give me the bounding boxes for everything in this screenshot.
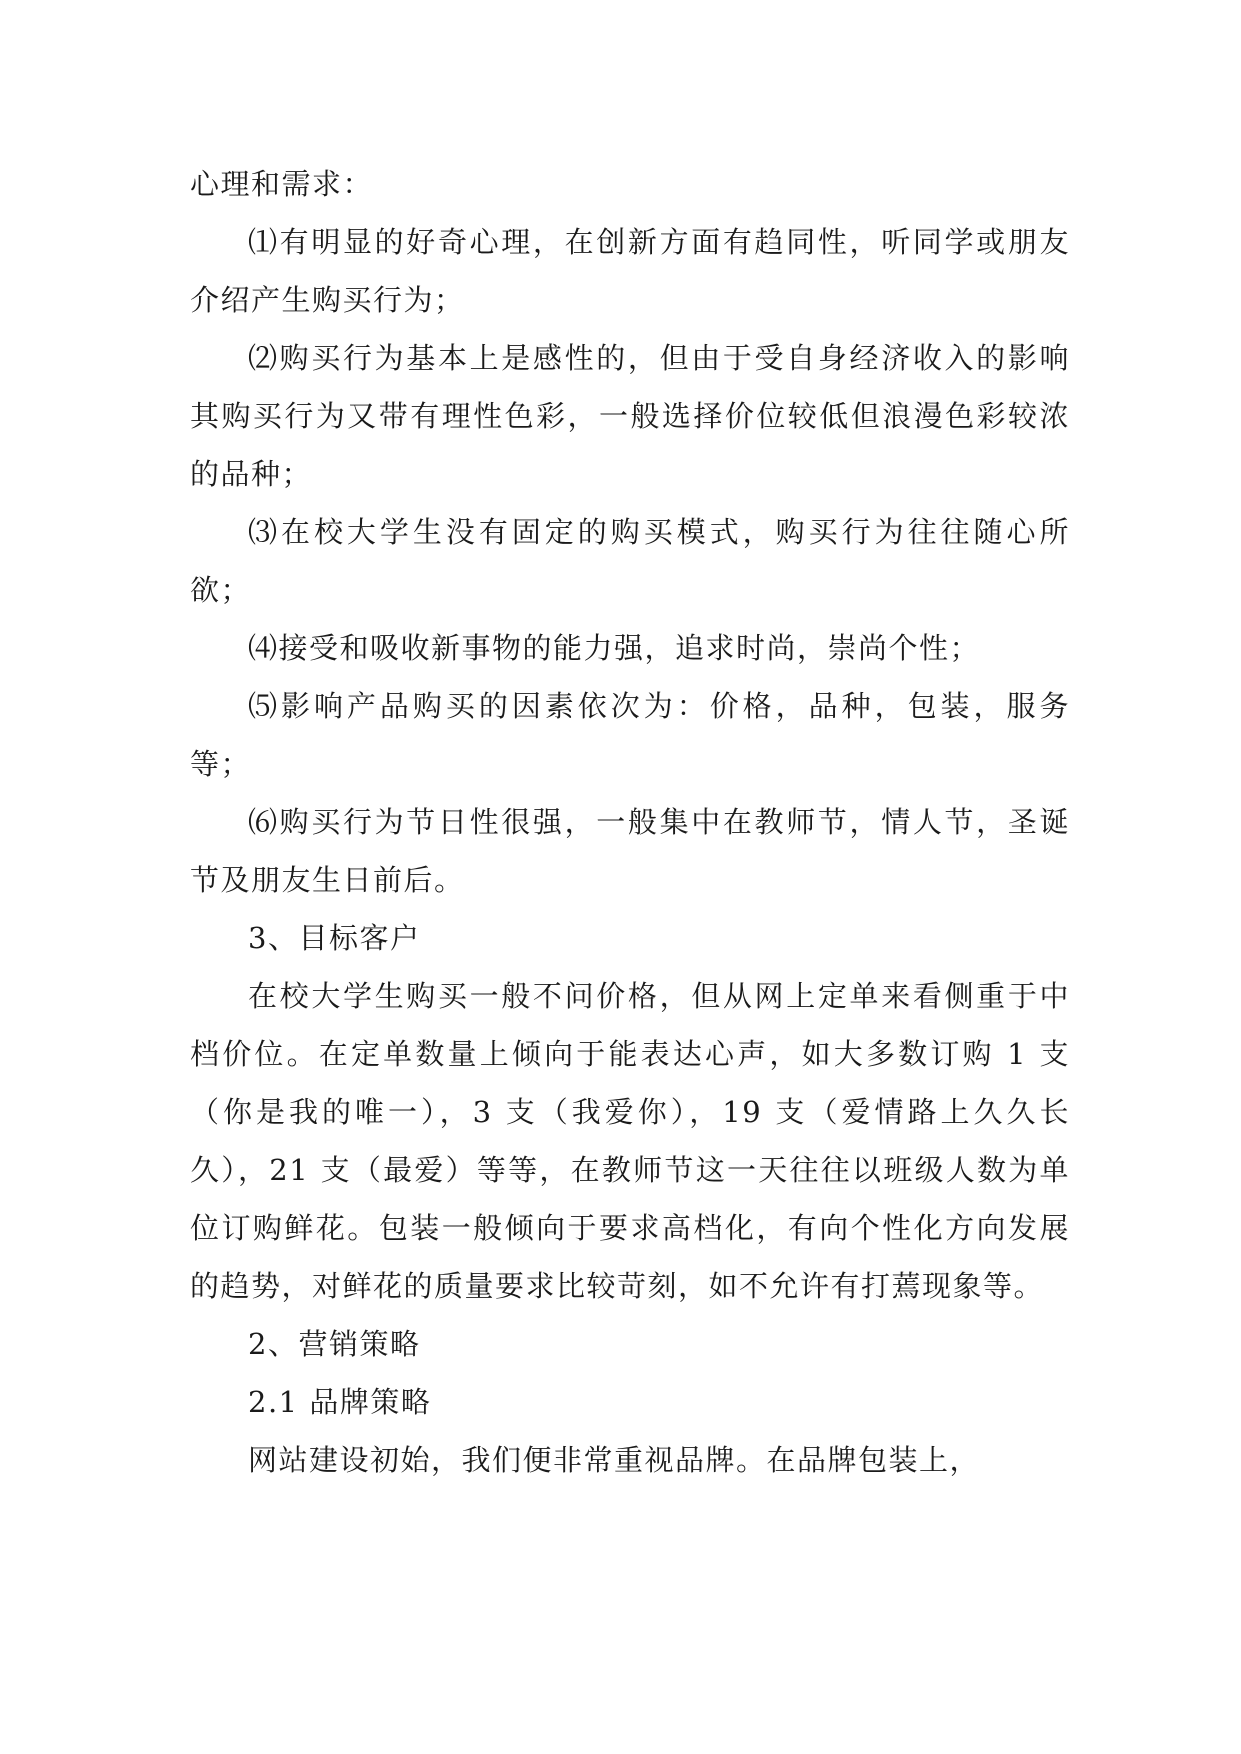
paragraph-item-1: ⑴有明显的好奇心理，在创新方面有趋同性，听同学或朋友介绍产生购买行为； (190, 225, 1070, 317)
paragraph-item-4: ⑷接受和吸收新事物的能力强，追求时尚，崇尚个性； (248, 631, 981, 665)
document-body (190, 155, 1070, 1489)
paragraph-item-2: ⑵购买行为基本上是感性的，但由于受自身经济收入的影响其购买行为又带有理性色彩，一般选择价位较低但浪漫色彩较浓的品种； (190, 341, 1070, 491)
heading-brand-strategy: 2.1 品牌策略 (248, 1385, 432, 1419)
paragraph-intro: 心理和需求： (190, 167, 374, 201)
heading-target-customers: 3、目标客户 (248, 921, 421, 955)
paragraph-item-6: ⑹购买行为节日性很强，一般集中在教师节，情人节，圣诞节及朋友生日前后。 (190, 805, 1070, 897)
paragraph-item-3: ⑶在校大学生没有固定的购买模式，购买行为往往随心所欲； (190, 515, 1070, 607)
paragraph-brand-strategy: 网站建设初始，我们便非常重视品牌。在品牌包装上， (248, 1443, 981, 1477)
paragraph-target-customers: 在校大学生购买一般不问价格，但从网上定单来看侧重于中档价位。在定单数量上倾向于能表达心声，如大多数订购 1 支（你是我的唯一），3 支（我爱你），19 支（爱情路上久久长久），21 支（最爱）等等，在教师节这一天往往以班级人数为单位订购鲜花。包装一般倾向于要求高档化，有向个性化方向发展的趋势，对鲜花的质量要求比较苛刻，如不允许有打蔫现象等。 (190, 979, 1070, 1303)
heading-marketing-strategy: 2、营销策略 (248, 1327, 421, 1361)
paragraph-item-5: ⑸影响产品购买的因素依次为：价格，品种，包装，服务等； (190, 689, 1070, 781)
